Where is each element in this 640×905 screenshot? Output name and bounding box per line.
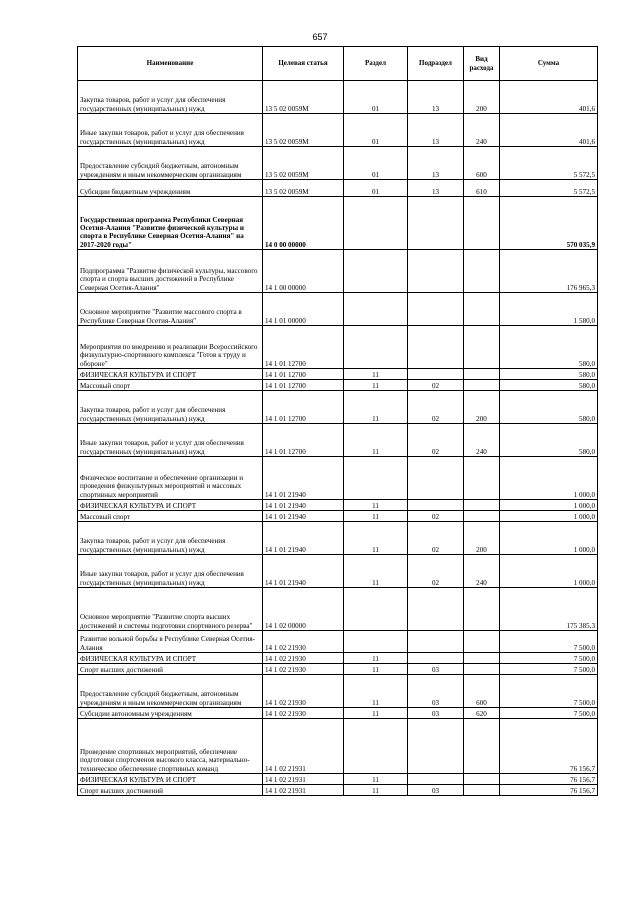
row-type [464,511,500,522]
row-code: 14 1 02 00000 [263,588,344,631]
row-section: 11 [344,653,408,664]
row-amount: 401,6 [500,81,598,114]
row-subsection: 02 [408,391,464,424]
row-name: Спорт высших достижений [78,664,263,675]
row-amount: 1 000,0 [500,511,598,522]
table-row [78,664,598,675]
table-row [78,147,598,180]
row-amount: 1 000,0 [500,500,598,511]
row-code: 14 1 02 21931 [263,719,344,774]
row-type [464,785,500,796]
row-subsection [408,631,464,653]
table-row [78,457,598,500]
row-section: 01 [344,114,408,147]
row-code: 14 1 01 21940 [263,522,344,555]
row-type [464,500,500,511]
row-subsection: 03 [408,664,464,675]
row-type [464,250,500,293]
row-name: Субсидии автономным учреждениям [78,708,263,719]
table-row [78,675,598,708]
row-section: 01 [344,81,408,114]
row-section: 11 [344,675,408,708]
row-type: 600 [464,675,500,708]
row-name: Мероприятия по внедрению и реализации Всероссийского физкультурно-спортивного комплекса "Готов к труду и обороне" [78,326,263,369]
row-code: 14 0 00 00000 [263,197,344,250]
table-row [78,500,598,511]
row-code: 14 1 01 21940 [263,555,344,588]
row-subsection [408,500,464,511]
row-name: Предоставление субсидий бюджетным, автономным учреждениям и иным некоммерческим организациям [78,675,263,708]
row-subsection: 13 [408,180,464,197]
row-section [344,719,408,774]
row-subsection: 02 [408,555,464,588]
row-subsection: 02 [408,380,464,391]
row-name: Иные закупки товаров, работ и услуг для обеспечения государственных (муниципальных) нужд [78,555,263,588]
row-amount: 7 500,0 [500,708,598,719]
row-code: 14 1 01 21940 [263,500,344,511]
table-row [78,719,598,774]
row-section: 11 [344,380,408,391]
row-code: 14 1 02 21930 [263,675,344,708]
row-type [464,326,500,369]
header-expense-type: Вид расхода [464,47,500,81]
row-name: ФИЗИЧЕСКАЯ КУЛЬТУРА И СПОРТ [78,653,263,664]
row-type: 240 [464,114,500,147]
page-number: 657 [312,32,328,42]
row-type: 240 [464,424,500,457]
row-section: 11 [344,785,408,796]
row-amount: 1 000,0 [500,522,598,555]
table-row [78,588,598,631]
row-type: 610 [464,180,500,197]
row-section: 11 [344,555,408,588]
row-name: Иные закупки товаров, работ и услуг для обеспечения государственных (муниципальных) нужд [78,114,263,147]
header-amount: Сумма [500,47,598,81]
table-row [78,631,598,653]
row-type: 200 [464,81,500,114]
row-section: 11 [344,522,408,555]
row-section [344,326,408,369]
table-row [78,424,598,457]
row-name: Закупка товаров, работ и услуг для обеспечения государственных (муниципальных) нужд [78,522,263,555]
row-subsection: 03 [408,708,464,719]
row-section: 11 [344,424,408,457]
row-section: 11 [344,664,408,675]
row-section: 11 [344,500,408,511]
row-section: 11 [344,391,408,424]
row-section [344,250,408,293]
table-row [78,653,598,664]
table-row [78,708,598,719]
row-code: 14 1 01 12700 [263,326,344,369]
row-amount: 76 156,7 [500,719,598,774]
row-subsection: 03 [408,785,464,796]
row-code: 14 1 00 00000 [263,250,344,293]
row-name: Основное мероприятие "Развитие массового спорта в Республике Северная Осетия-Алания" [78,293,263,326]
table-row [78,774,598,785]
row-type [464,653,500,664]
row-amount: 570 035,9 [500,197,598,250]
table-header-row [78,47,598,81]
row-subsection [408,774,464,785]
row-name: Физическое воспитание и обеспечение организации и проведения физкультурных мероприятий и массовых спортивных мероприятий [78,457,263,500]
row-name: ФИЗИЧЕСКАЯ КУЛЬТУРА И СПОРТ [78,500,263,511]
row-name: Субсидии бюджетным учреждениям [78,180,263,197]
row-type: 600 [464,147,500,180]
row-section: 11 [344,369,408,380]
row-subsection: 03 [408,675,464,708]
row-type [464,457,500,500]
row-subsection [408,588,464,631]
row-name: ФИЗИЧЕСКАЯ КУЛЬТУРА И СПОРТ [78,369,263,380]
row-section [344,293,408,326]
row-name: Предоставление субсидий бюджетным, автономным учреждениям и иным некоммерческим организациям [78,147,263,180]
row-amount: 580,0 [500,369,598,380]
row-name: Подпрограмма "Развитие физической культуры, массового спорта и спорта высших достижений в Республике Северная Осетия-Алания" [78,250,263,293]
row-section: 01 [344,180,408,197]
row-section: 11 [344,774,408,785]
row-code: 13 5 02 0059М [263,147,344,180]
header-section: Раздел [344,47,408,81]
row-code: 14 1 01 21940 [263,457,344,500]
row-subsection: 02 [408,511,464,522]
row-code: 14 1 01 21940 [263,511,344,522]
row-type [464,774,500,785]
row-code: 14 1 02 21930 [263,631,344,653]
row-subsection: 13 [408,147,464,180]
row-amount: 7 500,0 [500,653,598,664]
row-name: Государственная программа Республики Северная Осетия-Алания "Развитие физической культуры и спорта в Республике Северная Осетия-Алания" на 2017-2020 годы" [78,197,263,250]
row-type [464,197,500,250]
row-subsection [408,719,464,774]
row-amount: 76 156,7 [500,774,598,785]
table-row [78,522,598,555]
table-row [78,391,598,424]
row-subsection [408,326,464,369]
row-name: Развитие вольной борьбы в Республике Северная Осетия-Алания [78,631,263,653]
table-row [78,511,598,522]
header-target: Целевая статья [263,47,344,81]
row-code: 14 1 02 21930 [263,664,344,675]
row-type [464,664,500,675]
row-section [344,457,408,500]
row-name: Массовый спорт [78,380,263,391]
row-code: 14 1 02 21931 [263,774,344,785]
row-subsection [408,293,464,326]
row-amount: 176 965,3 [500,250,598,293]
row-code: 14 1 02 21931 [263,785,344,796]
row-type: 620 [464,708,500,719]
table-row [78,380,598,391]
row-section [344,631,408,653]
row-amount: 401,6 [500,114,598,147]
row-type [464,631,500,653]
row-type: 200 [464,391,500,424]
row-section: 11 [344,708,408,719]
row-type [464,719,500,774]
table-row [78,555,598,588]
row-code: 14 1 02 21930 [263,708,344,719]
table-row [78,250,598,293]
row-section: 01 [344,147,408,180]
row-name: ФИЗИЧЕСКАЯ КУЛЬТУРА И СПОРТ [78,774,263,785]
row-amount: 76 156,7 [500,785,598,796]
table-row [78,293,598,326]
row-code: 14 1 01 12700 [263,369,344,380]
row-amount: 580,0 [500,326,598,369]
table-row [78,369,598,380]
budget-table [77,46,598,796]
row-amount: 175 385,3 [500,588,598,631]
row-subsection [408,197,464,250]
table-row [78,785,598,796]
row-amount: 580,0 [500,424,598,457]
row-section: 11 [344,511,408,522]
row-amount: 7 500,0 [500,675,598,708]
row-amount: 1 580,0 [500,293,598,326]
header-subsection: Подраздел [408,47,464,81]
table-row [78,326,598,369]
row-name: Закупка товаров, работ и услуг для обеспечения государственных (муниципальных) нужд [78,391,263,424]
row-section [344,197,408,250]
row-amount: 580,0 [500,391,598,424]
row-subsection: 02 [408,424,464,457]
row-type [464,380,500,391]
row-section [344,588,408,631]
row-type: 200 [464,522,500,555]
row-type [464,369,500,380]
row-name: Основное мероприятие "Развитие спорта высших достижений и системы подготовки спортивного резерва" [78,588,263,631]
row-code: 14 1 01 12700 [263,391,344,424]
row-subsection: 02 [408,522,464,555]
table-row [78,81,598,114]
row-subsection: 13 [408,81,464,114]
table-row [78,197,598,250]
row-amount: 7 500,0 [500,631,598,653]
row-name: Закупка товаров, работ и услуг для обеспечения государственных (муниципальных) нужд [78,81,263,114]
table-row [78,180,598,197]
row-code: 13 5 02 0059М [263,114,344,147]
row-name: Иные закупки товаров, работ и услуг для обеспечения государственных (муниципальных) нужд [78,424,263,457]
row-subsection [408,369,464,380]
row-type [464,588,500,631]
row-code: 14 1 01 12700 [263,424,344,457]
row-amount: 7 500,0 [500,664,598,675]
row-amount: 1 000,0 [500,457,598,500]
row-type [464,293,500,326]
row-code: 14 1 01 12700 [263,380,344,391]
row-type: 240 [464,555,500,588]
row-code: 13 5 02 0059М [263,180,344,197]
row-name: Массовый спорт [78,511,263,522]
row-amount: 1 000,0 [500,555,598,588]
header-name: Наименование [78,47,263,81]
row-subsection [408,457,464,500]
row-amount: 5 572,5 [500,180,598,197]
row-code: 14 1 02 21930 [263,653,344,664]
row-subsection [408,250,464,293]
row-amount: 5 572,5 [500,147,598,180]
row-subsection [408,653,464,664]
row-code: 14 1 01 00000 [263,293,344,326]
row-name: Спорт высших достижений [78,785,263,796]
row-name: Проведение спортивных мероприятий, обеспечение подготовки спортсменов высокого класса, материально-техническое обеспечение спортивных команд [78,719,263,774]
row-amount: 580,0 [500,380,598,391]
table-row [78,114,598,147]
row-code: 13 5 02 0059М [263,81,344,114]
row-subsection: 13 [408,114,464,147]
